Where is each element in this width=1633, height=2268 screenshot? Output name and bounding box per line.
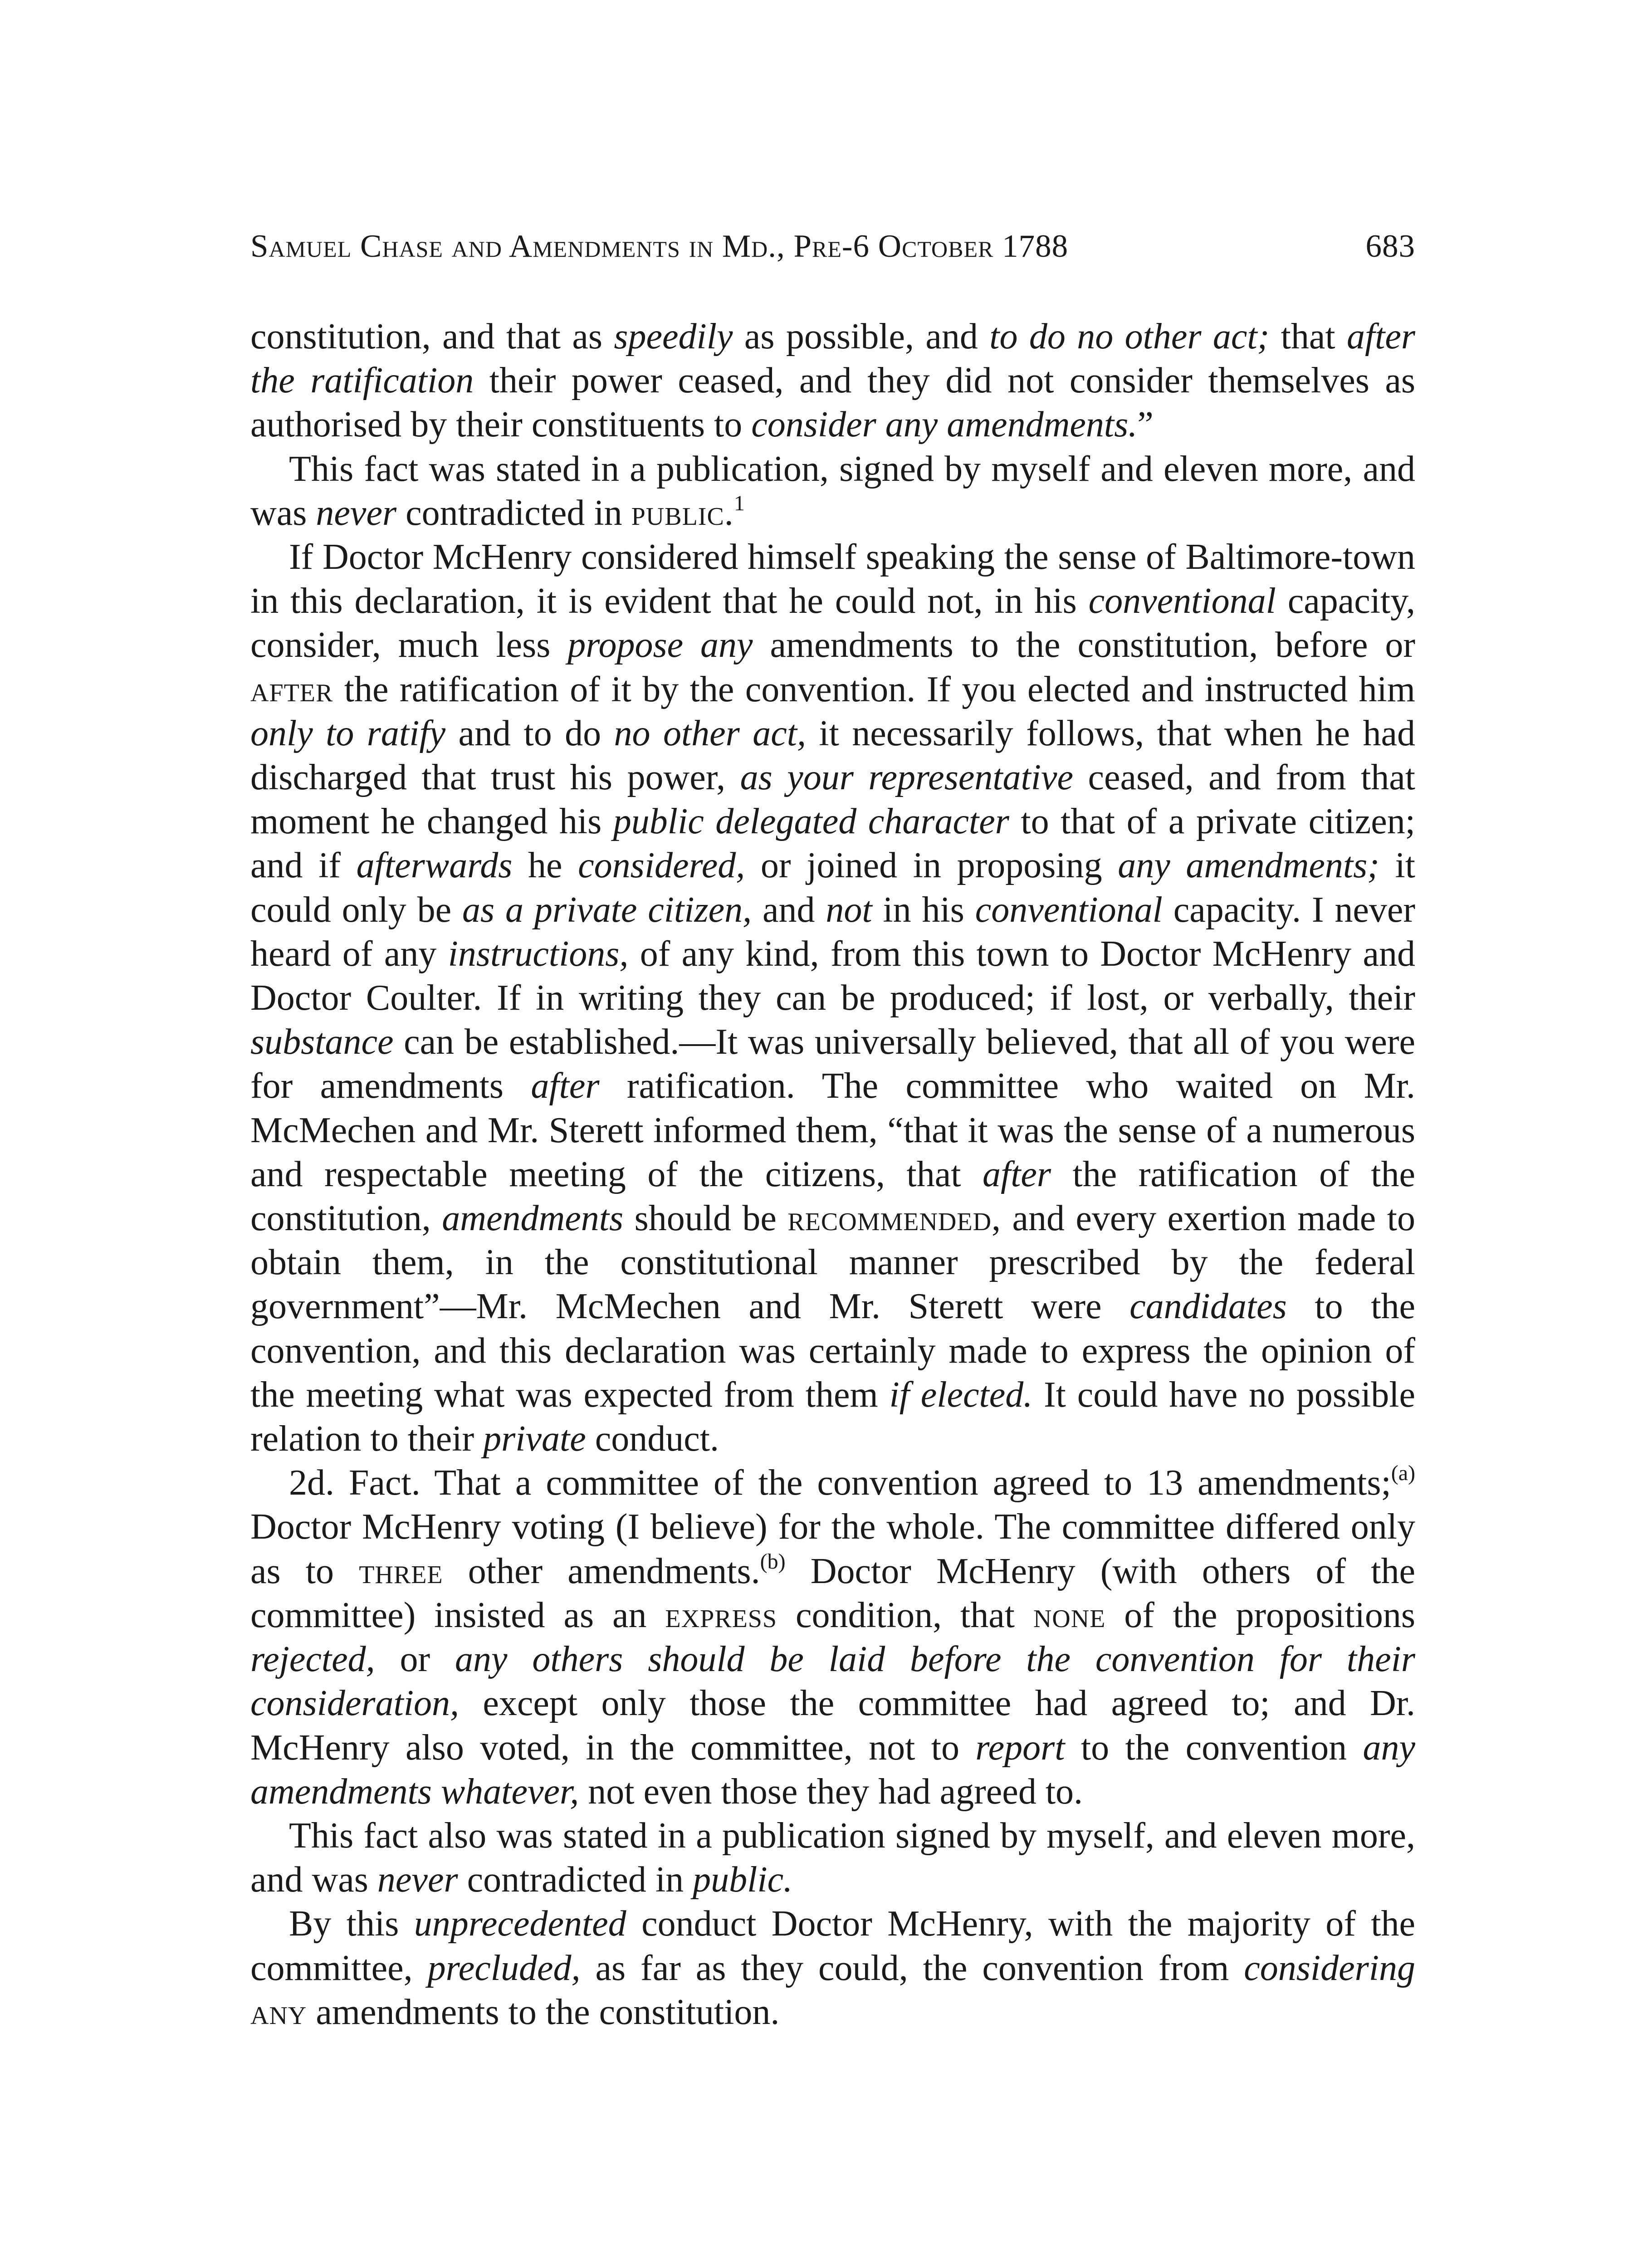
italic-text: considering	[1244, 1948, 1416, 1988]
text-run: Doctor McHenry voting (I believe) for the whole. The committee differed only as to	[250, 1507, 1415, 1591]
paragraph	[250, 1902, 1415, 2034]
text-run: to the convention, and this declaration was certainly made to express the opinion of the meeting what was expected from them	[250, 1286, 1415, 1415]
running-head	[250, 221, 1415, 271]
text-run: capacity, consider, much less	[250, 581, 1415, 665]
italic-text: unprecedented	[414, 1904, 626, 1944]
text-run: By this	[289, 1904, 414, 1944]
text-run: except only those the committee had agreed to; and Dr. McHenry also voted, in the committee, not to	[250, 1683, 1415, 1768]
text-run: condition, that	[777, 1595, 1033, 1635]
italic-text: private	[483, 1419, 586, 1459]
italic-text: not	[826, 890, 872, 930]
italic-text: instructions,	[448, 934, 629, 974]
text-run: If Doctor McHenry considered himself speaking the sense of Baltimore-town in this declaration, it is evident that he could not, in his	[250, 537, 1415, 621]
small-caps-text: none	[1033, 1595, 1106, 1635]
italic-text: no other act,	[614, 713, 806, 753]
text-run: can be established.—It was universally believed, that all of you were for amendments	[250, 1022, 1415, 1106]
small-caps-text: any	[250, 1992, 307, 2032]
text-run: not even those they had agreed to.	[579, 1771, 1083, 1812]
text-run: This fact also was stated in a publication signed by myself, and eleven more, and was	[250, 1815, 1415, 1900]
italic-text: propose any	[567, 625, 753, 665]
text-run: and every exertion made to obtain them, in the constitutional manner prescribed by the federal government”—Mr. McMechen and Mr. Sterett were	[250, 1198, 1415, 1327]
text-run: it could only be	[250, 846, 1416, 930]
text-run: the ratification of the constitution,	[250, 1154, 1416, 1239]
italic-text: conventional	[975, 890, 1163, 930]
paragraph	[250, 447, 1415, 535]
text-run: in his	[872, 890, 975, 930]
text-run: and to do	[445, 713, 614, 753]
italic-text: if elected.	[889, 1374, 1033, 1415]
italic-text: any others should be laid before the convention for their consideration,	[250, 1639, 1416, 1724]
italic-text: after	[531, 1066, 600, 1106]
text-run: conduct Doctor McHenry, with the majority of the committee,	[250, 1904, 1415, 1988]
text-run: conduct.	[586, 1419, 719, 1459]
text-run: ceased, and from that moment he changed his	[250, 758, 1416, 842]
text-run: the ratification of it by the convention. If you elected and instructed him	[333, 669, 1415, 709]
footnote-marker: (b)	[760, 1549, 786, 1574]
italic-text: as a private citizen,	[462, 890, 752, 930]
text-run: he	[512, 846, 578, 886]
text-run: ratification. The committee who waited on Mr. McMechen and Mr. Sterett informed them, “that it was the sense of a numerous and respectable meeting of the citizens, that	[250, 1066, 1415, 1194]
text-run: constitution, and that as	[250, 317, 614, 357]
text-run: that	[1269, 317, 1347, 357]
italic-text: never	[377, 1860, 458, 1900]
footnote-marker: 1	[733, 491, 745, 515]
small-caps-text: three	[359, 1551, 443, 1591]
italic-text: after the ratification	[250, 317, 1416, 401]
text-run: 2d. Fact. That a committee of the convention agreed to 13 amendments;	[289, 1463, 1391, 1503]
italic-text: public delegated character	[613, 802, 1009, 842]
small-caps-text: recommended,	[787, 1198, 1002, 1239]
italic-text: candidates	[1129, 1286, 1287, 1327]
italic-text: any amendments;	[1118, 846, 1379, 886]
text-run: capacity. I never heard of any	[250, 890, 1416, 974]
text-run: This fact was stated in a publication, signed by myself and eleven more, and was	[250, 449, 1415, 533]
italic-text: only to ratify	[250, 713, 446, 753]
text-run: It could have no possible relation to their	[250, 1374, 1416, 1459]
italic-text: after	[982, 1154, 1051, 1194]
text-run: or joined in proposing	[745, 846, 1118, 886]
text-run: to the convention	[1065, 1727, 1363, 1768]
italic-text: conventional	[1088, 581, 1276, 621]
small-caps-text: express	[665, 1595, 777, 1635]
text-run: their power ceased, and they did not consider themselves as authorised by their constituents to	[250, 361, 1416, 445]
text-run: of the propositions	[1105, 1595, 1415, 1635]
text-run: amendments to the constitution, before or	[753, 625, 1416, 665]
text-run: and	[752, 890, 826, 930]
italic-text: afterwards	[356, 846, 513, 886]
footnote-marker: (a)	[1391, 1461, 1415, 1486]
text-run: it necessarily follows, that when he had discharged that trust his power,	[250, 713, 1415, 798]
text-run: amendments to the constitution.	[307, 1992, 780, 2032]
italic-text: any amendments whatever,	[250, 1727, 1415, 1812]
text-run: as far as they could, the convention from	[580, 1948, 1244, 1988]
italic-text: report	[975, 1727, 1065, 1768]
italic-text: public.	[693, 1860, 793, 1900]
text-run: other amendments.	[443, 1551, 760, 1591]
italic-text: speedily	[614, 317, 733, 357]
paragraph	[250, 535, 1415, 1461]
text-run: contradicted in	[458, 1860, 693, 1900]
italic-text: rejected,	[250, 1639, 375, 1680]
text-run: contradicted in	[396, 493, 631, 533]
paragraph	[250, 315, 1415, 447]
italic-text: to do no other act;	[989, 317, 1270, 357]
text-run: as possible, and	[733, 317, 990, 357]
italic-text: amendments	[442, 1198, 624, 1239]
text-run: should be	[623, 1198, 788, 1239]
italic-text: as your representative	[740, 758, 1074, 798]
text-run: Doctor McHenry (with others of the committee) insisted as an	[250, 1551, 1415, 1635]
running-title: Samuel Chase and Amendments in Md., Pre-6 October 1788	[250, 229, 1069, 264]
text-run: to that of a private citizen; and if	[250, 802, 1416, 886]
italic-text: substance	[250, 1022, 394, 1062]
italic-text: precluded,	[427, 1948, 581, 1988]
text-run: ”	[1137, 405, 1154, 445]
italic-text: consider any amendments.	[751, 405, 1138, 445]
small-caps-text: after	[250, 669, 333, 709]
paragraph	[250, 1461, 1415, 1814]
page-number: 683	[1365, 229, 1415, 264]
small-caps-text: public.	[631, 493, 734, 533]
text-run: or	[375, 1639, 455, 1680]
italic-text: considered,	[578, 846, 745, 886]
text-run: of any kind, from this town to Doctor McHenry and Doctor Coulter. If in writing they can be produced; if lost, or verbally, their	[250, 934, 1415, 1018]
italic-text: never	[316, 493, 397, 533]
paragraph	[250, 1814, 1415, 1902]
body-text	[250, 315, 1415, 2034]
